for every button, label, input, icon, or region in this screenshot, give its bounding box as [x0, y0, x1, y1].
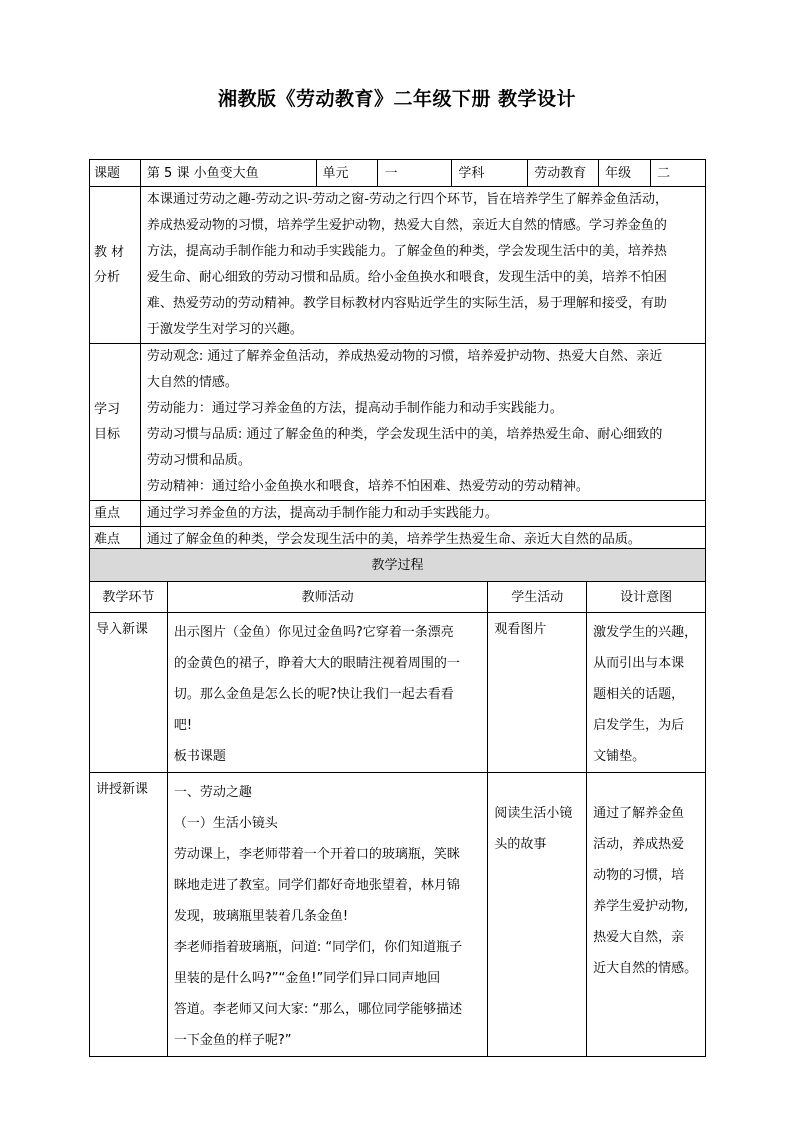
teacher-line: 发现，玻璃瓶里装着几条金鱼! [173, 909, 349, 924]
subject-label: 学科 [452, 160, 528, 187]
teacher-activity-cell [167, 773, 487, 1057]
teaching-process-table [89, 548, 706, 1057]
process-header: 教学过程 [90, 549, 706, 582]
intent-line: 动物的习惯，培 [593, 868, 685, 883]
analysis-line: 方法，提高动手制作能力和动手实践能力。了解金鱼的种类，学会发现生活中的美，培养热 [146, 244, 667, 259]
stage-cell: 导入新课 [90, 613, 168, 773]
intent-line: 通过了解养金鱼 [593, 806, 685, 821]
difficulty-label: 难点 [90, 527, 141, 553]
design-intent-cell [587, 773, 706, 1057]
analysis-line: 于激发学生对学习的兴趣。 [146, 322, 303, 337]
analysis-text [140, 187, 705, 344]
topic-value: 第 5 课 小鱼变大鱼 [140, 160, 316, 187]
stage-cell: 讲授新课 [90, 773, 168, 1057]
goals-label-line1: 学习 [94, 402, 121, 417]
goal-line: 劳动习惯和品质。 [146, 453, 251, 468]
analysis-row [90, 187, 706, 344]
teacher-line: 一、劳动之趣 [173, 785, 252, 800]
goal-line: 劳动能力：通过学习养金鱼的方法，提高动手制作能力和动手实践能力。 [146, 401, 563, 416]
intent-line: 活动，养成热爱 [593, 837, 685, 852]
table-row [90, 773, 706, 1057]
teacher-line: 里装的是什么吗?”“金鱼!”同学们异口同声地回 [173, 971, 441, 986]
key-point-label: 重点 [90, 501, 141, 527]
info-row [90, 160, 706, 187]
intent-line: 从而引出与本课 [593, 656, 685, 671]
column-header-student: 学生活动 [488, 582, 587, 613]
unit-label: 单元 [316, 160, 378, 187]
goals-label-line2: 目标 [94, 427, 121, 442]
goal-line: 大自然的情感。 [146, 375, 238, 390]
column-header-intent: 设计意图 [587, 582, 706, 613]
teacher-line: 李老师指着玻璃瓶，问道: “同学们，你们知道瓶子 [173, 940, 463, 955]
student-line: 阅读生活小镜 [494, 806, 573, 821]
intent-line: 激发学生的兴趣， [593, 625, 698, 640]
analysis-line: 难、热爱劳动的劳动精神。教学目标教材内容贴近学生的实际生活，易于理解和接受，有助 [146, 296, 667, 311]
unit-value: 一 [378, 160, 452, 187]
subject-value: 劳动教育 [528, 160, 599, 187]
student-line: 头的故事 [494, 837, 547, 852]
analysis-label-line2: 分析 [94, 270, 121, 285]
column-header-stage: 教学环节 [90, 582, 168, 613]
analysis-line: 养成热爱动物的习惯，培养学生爱护动物，热爱大自然，亲近大自然的情感。学习养金鱼的 [146, 218, 667, 233]
student-line: 观看图片 [494, 622, 547, 637]
analysis-line: 爱生命、耐心细致的劳动习惯和品质。给小金鱼换水和喂食，发现生活中的美，培养不怕困 [146, 270, 667, 285]
intent-line: 热爱大自然，亲 [593, 930, 685, 945]
goals-label [90, 344, 141, 501]
student-activity-cell [488, 613, 587, 773]
topic-label: 课题 [90, 160, 141, 187]
page-title: 湘教版《劳动教育》二年级下册 教学设计 [217, 88, 577, 110]
intent-line: 文铺垫。 [593, 749, 646, 764]
lesson-info-table [89, 159, 706, 553]
teacher-line: 的金黄色的裙子，睁着大大的眼睛注视着周围的一 [173, 656, 460, 671]
intent-line: 题相关的话题， [593, 687, 685, 702]
teacher-line: 一下金鱼的样子呢?” [173, 1033, 292, 1048]
design-intent-cell [587, 613, 706, 773]
analysis-label [90, 187, 141, 344]
goals-text [140, 344, 705, 501]
teacher-line: 答道。李老师又问大家: “那么，哪位同学能够描述 [173, 1002, 463, 1017]
teacher-line: 板书课题 [173, 749, 226, 764]
teacher-line: （一）生活小镜头 [173, 816, 278, 831]
student-activity-cell [488, 773, 587, 1057]
teacher-line: 劳动课上，李老师带着一个开着口的玻璃瓶，笑眯 [173, 847, 460, 862]
intent-line: 近大自然的情感。 [593, 961, 698, 976]
difficulty-text: 通过了解金鱼的种类，学会发现生活中的美，培养学生热爱生命、亲近大自然的品质。 [140, 527, 705, 553]
process-header-row [90, 549, 706, 582]
teacher-line: 眯地走进了教室。同学们都好奇地张望着，林月锦 [173, 878, 460, 893]
key-point-row [90, 501, 706, 527]
intent-line: 启发学生，为后 [593, 718, 685, 733]
teacher-line: 出示图片（金鱼）你见过金鱼吗?它穿着一条漂亮 [173, 625, 454, 640]
column-header-teacher: 教师活动 [167, 582, 487, 613]
table-row [90, 613, 706, 773]
grade-label: 年级 [599, 160, 651, 187]
teacher-line: 切。那么金鱼是怎么长的呢?快让我们一起去看看 [173, 687, 454, 702]
goal-line: 劳动习惯与品质: 通过了解金鱼的种类，学会发现生活中的美，培养热爱生命、耐心细致的 [146, 427, 663, 442]
goal-line: 劳动精神：通过给小金鱼换水和喂食，培养不怕困难、热爱劳动的劳动精神。 [146, 479, 589, 494]
analysis-label-line1: 教 材 [94, 245, 125, 260]
process-columns-row [90, 582, 706, 613]
goal-line: 劳动观念: 通过了解养金鱼活动，养成热爱动物的习惯，培养爱护动物、热爱大自然、亲近 [146, 349, 663, 364]
analysis-line: 本课通过劳动之趣-劳动之识-劳动之窗-劳动之行四个环节，旨在培养学生了解养金鱼活动， [146, 192, 668, 207]
grade-value: 二 [651, 160, 706, 187]
key-point-text: 通过学习养金鱼的方法，提高动手制作能力和动手实践能力。 [140, 501, 705, 527]
intent-line: 养学生爱护动物, [593, 899, 689, 914]
teacher-activity-cell [167, 613, 487, 773]
teacher-line: 吧! [173, 718, 193, 733]
goals-row [90, 344, 706, 501]
